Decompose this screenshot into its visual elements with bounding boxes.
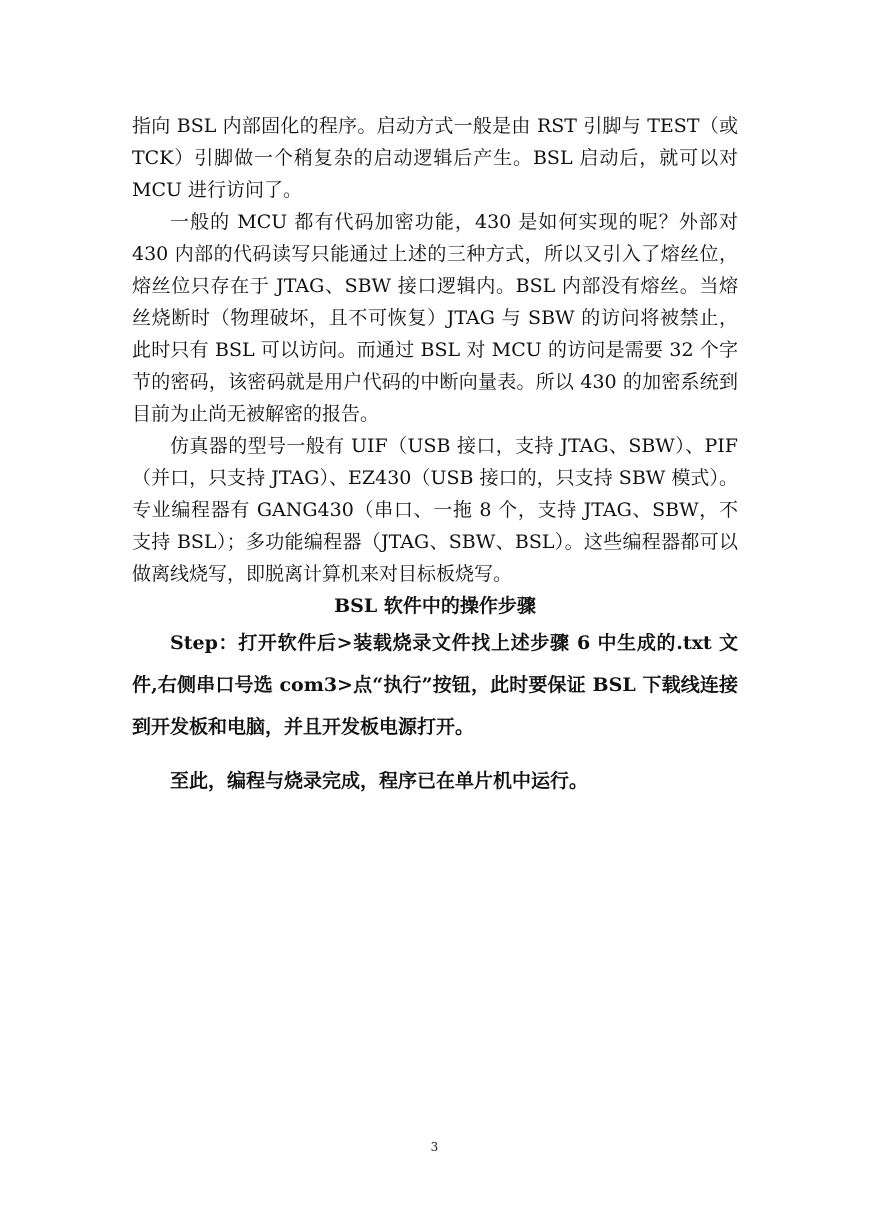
conclusion-paragraph: 至此，编程与烧录完成，程序已在单片机中运行。 (170, 770, 589, 792)
paragraph-bsl-startup: 指向 BSL 内部固化的程序。启动方式一般是由 RST 引脚与 TEST（或 TCK）引脚做一个稍复杂的启动逻辑后产生。BSL 启动后，就可以对 MCU 进行访问了。 (132, 115, 738, 201)
section-heading: BSL 软件中的操作步骤 (334, 595, 536, 617)
step-paragraph: Step：打开软件后>装载烧录文件找上述步骤 6 中生成的.txt 文件,右侧串口号选 com3>点“执行”按钮，此时要保证 BSL 下载线连接到开发板和电脑，并且开发板电源打开。 (132, 632, 738, 738)
paragraph-encryption: 一般的 MCU 都有代码加密功能，430 是如何实现的呢？外部对 430 内部的代码读写只能通过上述的三种方式，所以又引入了熔丝位，熔丝位只存在于 JTAG、SBW 接口逻辑内。BSL 内部没有熔丝。当熔丝烧断时（物理破坏，且不可恢复）JTAG 与 SBW 的访问将被禁止，此时只有 BSL 可以访问。而通过 BSL 对 MCU 的访问是需要 32 个字节的密码，该密码就是用户代码的中断向量表。所以 430 的加密系统到目前为止尚无被解密的报告。 (132, 211, 738, 425)
body-text (132, 110, 738, 802)
paragraph-emulators: 仿真器的型号一般有 UIF（USB 接口，支持 JTAG、SBW）、PIF（并口，只支持 JTAG）、EZ430（USB 接口的，只支持 SBW 模式）。专业编程器有 GANG430（串口、一拖 8 个，支持 JTAG、SBW，不支持 BSL）；多功能编程器（JTAG、SBW、BSL）。这些编程器都可以做离线烧写，即脱离计算机来对目标板烧写。 (132, 435, 738, 585)
page-number: 3 (430, 1140, 439, 1154)
